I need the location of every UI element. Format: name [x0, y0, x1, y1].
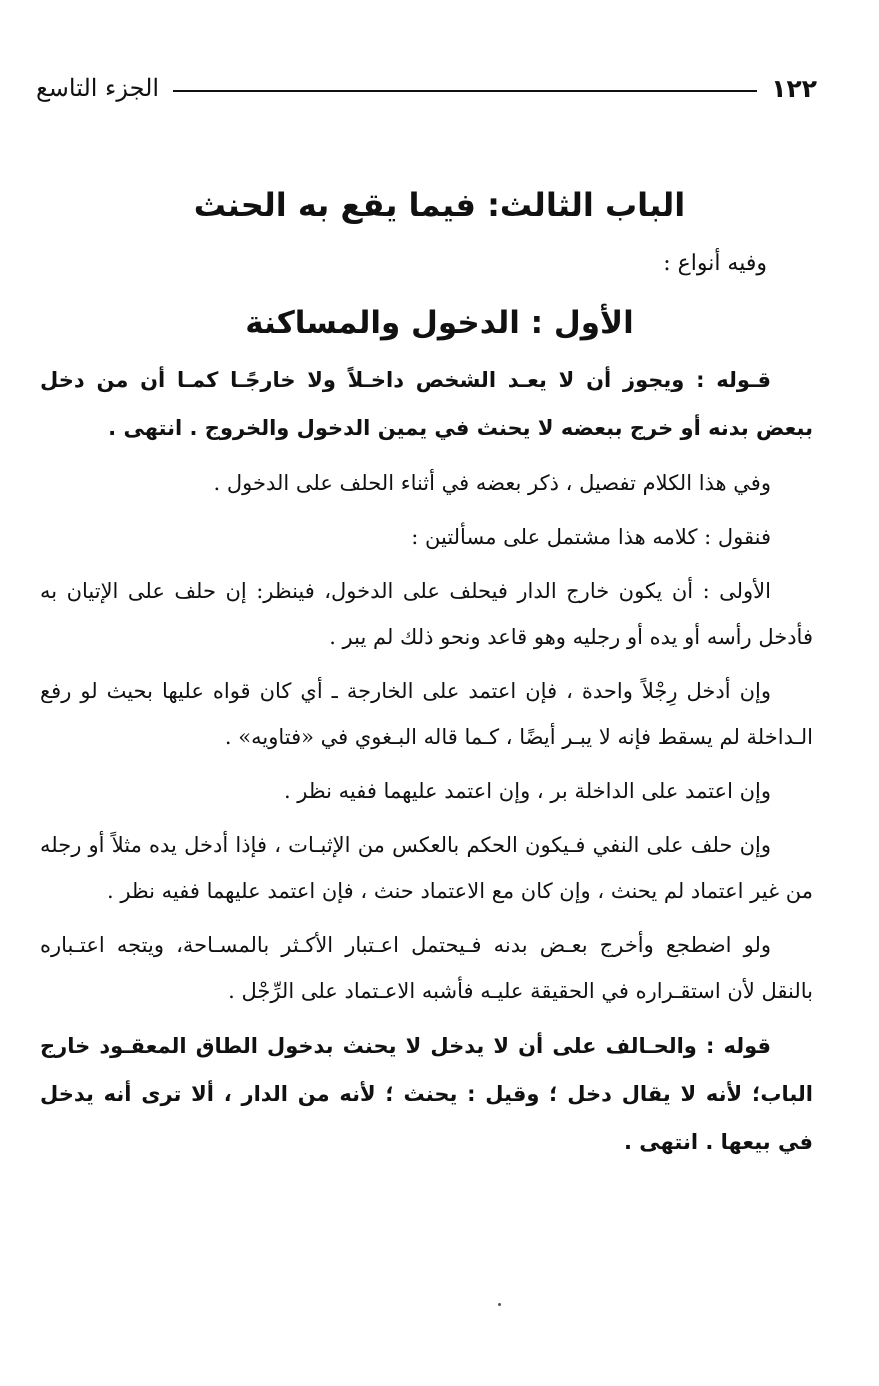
- paragraph: وإن أدخل رِجْلاً واحدة ، فإن اعتمد على الخارجة ـ أي كان قواه عليها بحيث لو رفع الـداخلة لم يسقط فإنه لا يبـر أيضًا ، كـما قاله البـغوي في «فتاويه» .: [40, 679, 813, 749]
- paragraph: الأولى : أن يكون خارج الدار فيحلف على الدخول، فينظر: إن حلف على الإتيان به فأدخل رأسه أو يده أو رجليه وهو قاعد ونحو ذلك لم يبر .: [40, 579, 813, 649]
- paragraph: فنقول : كلامه هذا مشتمل على مسألتين :: [411, 525, 771, 549]
- quoted-paragraph: قوله : والحـالف على أن لا يدخل لا يحنث بدخول الطاق المعقـود خارج الباب؛ لأنه لا يقال دخل ؛ وقيل : يحنث ؛ لأنه من الدار ، ألا ترى أنه يدخل في بيعها . انتهى .: [40, 1034, 813, 1154]
- paragraph: ولو اضطجع وأخرج بعـض بدنه فـيحتمل اعـتبار الأكـثر بالمسـاحة، ويتجه اعتـباره بالنقل لأن استقـراره في الحقيقة عليـه فأشبه الاعـتماد على الرِّجْل .: [40, 933, 813, 1003]
- body-text: [40, 356, 813, 1174]
- running-header: [36, 68, 817, 108]
- section-title: الأول : الدخول والمساكنة: [245, 305, 634, 341]
- quoted-paragraph: قـوله : ويجوز أن لا يعـد الشخص داخـلاً ولا خارجًـا كمـا أن من دخل ببعض بدنه أو خرج ببعضه لا يحنث في يمين الدخول والخروج . انتهى .: [40, 368, 813, 440]
- page-number: ١٢٢: [771, 73, 817, 103]
- intro-line: وفيه أنواع :: [663, 251, 767, 276]
- header-rule: [173, 90, 757, 92]
- paragraph: وفي هذا الكلام تفصيل ، ذكر بعضه في أثناء الحلف على الدخول .: [213, 471, 771, 495]
- speck: [498, 1303, 501, 1306]
- paragraph: وإن حلف على النفي فـيكون الحكم بالعكس من الإثبـات ، فإذا أدخل يده مثلاً أو رجله من غير اعتماد لم يحنث ، وإن كان مع الاعتماد حنث ، فإن اعتمد عليهما ففيه نظر .: [40, 833, 813, 903]
- chapter-title: الباب الثالث: فيما يقع به الحنث: [193, 186, 686, 224]
- volume-label: الجزء التاسع: [36, 74, 160, 102]
- paragraph: وإن اعتمد على الداخلة بر ، وإن اعتمد عليهما ففيه نظر .: [283, 779, 771, 803]
